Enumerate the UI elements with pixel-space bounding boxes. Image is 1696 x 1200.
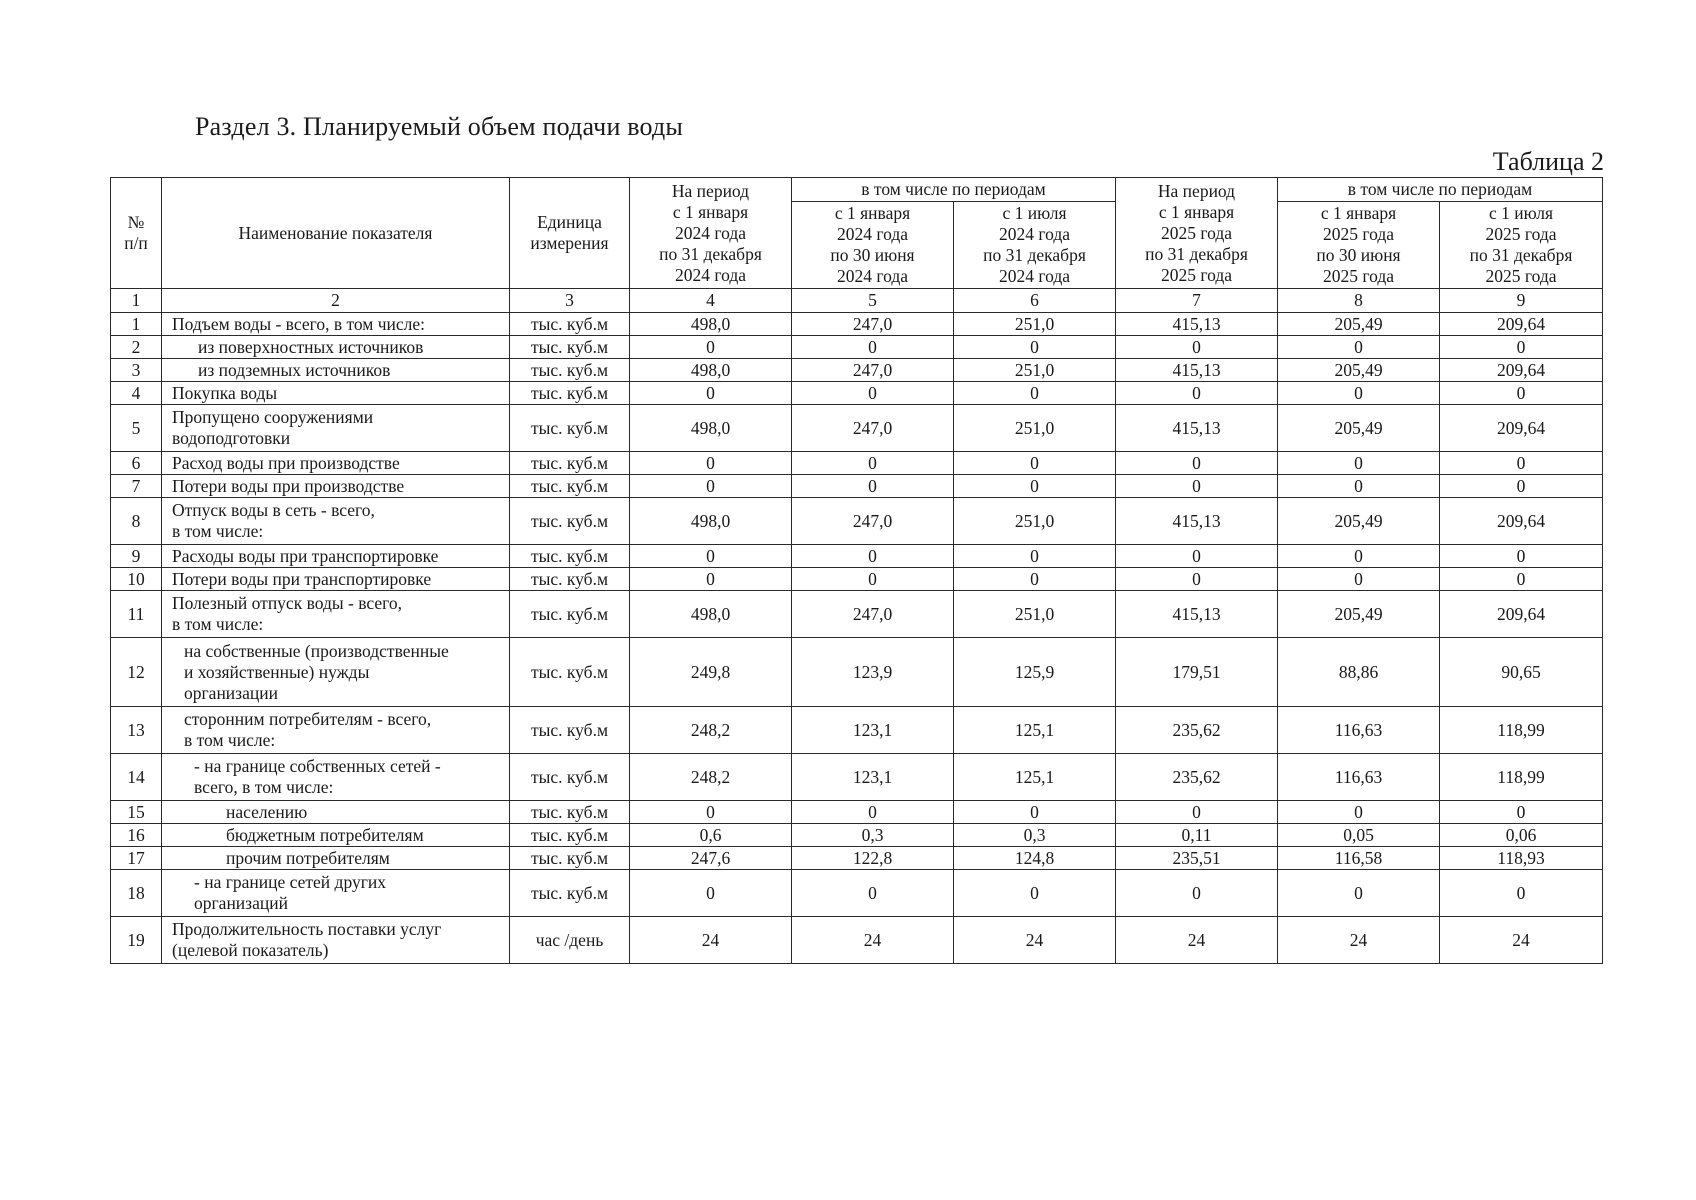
unit-cell: тыс. куб.м bbox=[510, 475, 630, 498]
value-cell: 498,0 bbox=[630, 359, 792, 382]
unit-cell: тыс. куб.м bbox=[510, 359, 630, 382]
header-unit: Единица измерения bbox=[510, 178, 630, 289]
value-cell: 0 bbox=[792, 870, 954, 917]
unit-cell: тыс. куб.м bbox=[510, 824, 630, 847]
row-number: 9 bbox=[111, 545, 162, 568]
value-cell: 0 bbox=[630, 382, 792, 405]
indicator-name: Расходы воды при транспортировке bbox=[162, 545, 510, 568]
value-cell: 247,0 bbox=[792, 313, 954, 336]
section-title: Раздел 3. Планируемый объем подачи воды bbox=[195, 112, 684, 141]
indicator-name: Потери воды при транспортировке bbox=[162, 568, 510, 591]
row-number: 18 bbox=[111, 870, 162, 917]
value-cell: 247,0 bbox=[792, 498, 954, 545]
value-cell: 0 bbox=[1440, 801, 1603, 824]
value-cell: 0 bbox=[1116, 382, 1278, 405]
header-subgroup-2024: в том числе по периодам bbox=[792, 178, 1116, 202]
value-cell: 205,49 bbox=[1278, 359, 1440, 382]
row-number: 7 bbox=[111, 475, 162, 498]
value-cell: 24 bbox=[792, 917, 954, 964]
header-h1-2025: с 1 января 2025 года по 30 июня 2025 года bbox=[1278, 202, 1440, 289]
row-number: 6 bbox=[111, 452, 162, 475]
value-cell: 248,2 bbox=[630, 707, 792, 754]
value-cell: 498,0 bbox=[630, 313, 792, 336]
header-name: Наименование показателя bbox=[162, 178, 510, 289]
value-cell: 209,64 bbox=[1440, 498, 1603, 545]
unit-cell: тыс. куб.м bbox=[510, 754, 630, 801]
value-cell: 0 bbox=[630, 801, 792, 824]
row-number: 2 bbox=[111, 336, 162, 359]
value-cell: 0 bbox=[792, 382, 954, 405]
value-cell: 235,62 bbox=[1116, 707, 1278, 754]
header-period-2024: На период с 1 января 2024 года по 31 декабря 2024 года bbox=[630, 178, 792, 289]
value-cell: 0 bbox=[1440, 452, 1603, 475]
indicator-name: Пропущено сооружениями водоподготовки bbox=[162, 405, 510, 452]
value-cell: 125,1 bbox=[954, 707, 1116, 754]
row-number: 19 bbox=[111, 917, 162, 964]
value-cell: 24 bbox=[630, 917, 792, 964]
value-cell: 118,99 bbox=[1440, 707, 1603, 754]
value-cell: 0 bbox=[954, 382, 1116, 405]
value-cell: 247,6 bbox=[630, 847, 792, 870]
row-number: 16 bbox=[111, 824, 162, 847]
value-cell: 179,51 bbox=[1116, 638, 1278, 707]
value-cell: 0 bbox=[1116, 452, 1278, 475]
table-row bbox=[111, 870, 1603, 917]
value-cell: 125,1 bbox=[954, 754, 1116, 801]
column-number: 2 bbox=[162, 289, 510, 313]
value-cell: 0 bbox=[1440, 545, 1603, 568]
value-cell: 0,11 bbox=[1116, 824, 1278, 847]
indicator-name: из поверхностных источников bbox=[162, 336, 510, 359]
value-cell: 498,0 bbox=[630, 498, 792, 545]
indicator-name: - на границе собственных сетей - всего, в том числе: bbox=[162, 754, 510, 801]
table-row bbox=[111, 847, 1603, 870]
water-supply-table bbox=[110, 177, 1603, 964]
table-row bbox=[111, 336, 1603, 359]
unit-cell: тыс. куб.м bbox=[510, 847, 630, 870]
value-cell: 116,63 bbox=[1278, 754, 1440, 801]
unit-cell: тыс. куб.м bbox=[510, 638, 630, 707]
row-number: 8 bbox=[111, 498, 162, 545]
value-cell: 125,9 bbox=[954, 638, 1116, 707]
indicator-name: бюджетным потребителям bbox=[162, 824, 510, 847]
header-h1-2024: с 1 января 2024 года по 30 июня 2024 года bbox=[792, 202, 954, 289]
indicator-name: Подъем воды - всего, в том числе: bbox=[162, 313, 510, 336]
value-cell: 0 bbox=[954, 568, 1116, 591]
value-cell: 251,0 bbox=[954, 359, 1116, 382]
row-number: 4 bbox=[111, 382, 162, 405]
table-row bbox=[111, 545, 1603, 568]
value-cell: 0,3 bbox=[792, 824, 954, 847]
value-cell: 90,65 bbox=[1440, 638, 1603, 707]
value-cell: 498,0 bbox=[630, 591, 792, 638]
unit-cell: тыс. куб.м bbox=[510, 801, 630, 824]
value-cell: 0 bbox=[630, 568, 792, 591]
value-cell: 248,2 bbox=[630, 754, 792, 801]
table-row bbox=[111, 382, 1603, 405]
value-cell: 88,86 bbox=[1278, 638, 1440, 707]
value-cell: 124,8 bbox=[954, 847, 1116, 870]
row-number: 5 bbox=[111, 405, 162, 452]
value-cell: 0 bbox=[630, 452, 792, 475]
value-cell: 205,49 bbox=[1278, 405, 1440, 452]
value-cell: 0 bbox=[1278, 545, 1440, 568]
value-cell: 209,64 bbox=[1440, 405, 1603, 452]
value-cell: 205,49 bbox=[1278, 591, 1440, 638]
value-cell: 0 bbox=[1278, 870, 1440, 917]
indicator-name: Потери воды при производстве bbox=[162, 475, 510, 498]
value-cell: 0 bbox=[1116, 801, 1278, 824]
value-cell: 235,62 bbox=[1116, 754, 1278, 801]
unit-cell: тыс. куб.м bbox=[510, 405, 630, 452]
value-cell: 0 bbox=[1278, 336, 1440, 359]
value-cell: 0 bbox=[792, 568, 954, 591]
value-cell: 0 bbox=[630, 336, 792, 359]
value-cell: 0 bbox=[1440, 568, 1603, 591]
value-cell: 0 bbox=[1116, 568, 1278, 591]
value-cell: 0 bbox=[792, 475, 954, 498]
value-cell: 0 bbox=[630, 870, 792, 917]
value-cell: 209,64 bbox=[1440, 359, 1603, 382]
header-h2-2025: с 1 июля 2025 года по 31 декабря 2025 года bbox=[1440, 202, 1603, 289]
value-cell: 0 bbox=[954, 336, 1116, 359]
value-cell: 415,13 bbox=[1116, 359, 1278, 382]
value-cell: 251,0 bbox=[954, 591, 1116, 638]
table-row bbox=[111, 801, 1603, 824]
value-cell: 0,06 bbox=[1440, 824, 1603, 847]
value-cell: 415,13 bbox=[1116, 498, 1278, 545]
value-cell: 249,8 bbox=[630, 638, 792, 707]
value-cell: 0 bbox=[954, 475, 1116, 498]
value-cell: 123,9 bbox=[792, 638, 954, 707]
indicator-name: Отпуск воды в сеть - всего, в том числе: bbox=[162, 498, 510, 545]
value-cell: 116,63 bbox=[1278, 707, 1440, 754]
indicator-name: на собственные (производственные и хозяйственные) нужды организации bbox=[162, 638, 510, 707]
value-cell: 205,49 bbox=[1278, 313, 1440, 336]
column-number: 9 bbox=[1440, 289, 1603, 313]
row-number: 1 bbox=[111, 313, 162, 336]
indicator-name: из подземных источников bbox=[162, 359, 510, 382]
value-cell: 0,05 bbox=[1278, 824, 1440, 847]
unit-cell: тыс. куб.м bbox=[510, 568, 630, 591]
row-number: 15 bbox=[111, 801, 162, 824]
indicator-name: Полезный отпуск воды - всего, в том числе: bbox=[162, 591, 510, 638]
value-cell: 0 bbox=[954, 801, 1116, 824]
value-cell: 0 bbox=[1440, 475, 1603, 498]
value-cell: 0 bbox=[1278, 382, 1440, 405]
value-cell: 122,8 bbox=[792, 847, 954, 870]
value-cell: 0 bbox=[1116, 545, 1278, 568]
unit-cell: тыс. куб.м bbox=[510, 336, 630, 359]
row-number: 12 bbox=[111, 638, 162, 707]
value-cell: 118,93 bbox=[1440, 847, 1603, 870]
column-number: 5 bbox=[792, 289, 954, 313]
value-cell: 0 bbox=[792, 452, 954, 475]
unit-cell: тыс. куб.м bbox=[510, 545, 630, 568]
column-number: 3 bbox=[510, 289, 630, 313]
value-cell: 209,64 bbox=[1440, 313, 1603, 336]
value-cell: 205,49 bbox=[1278, 498, 1440, 545]
row-number: 3 bbox=[111, 359, 162, 382]
table-label: Таблица 2 bbox=[1492, 147, 1604, 176]
header-num: № п/п bbox=[111, 178, 162, 289]
value-cell: 247,0 bbox=[792, 359, 954, 382]
value-cell: 24 bbox=[1278, 917, 1440, 964]
row-number: 10 bbox=[111, 568, 162, 591]
table-row bbox=[111, 591, 1603, 638]
value-cell: 0 bbox=[954, 545, 1116, 568]
indicator-name: прочим потребителям bbox=[162, 847, 510, 870]
table-row bbox=[111, 638, 1603, 707]
value-cell: 0,3 bbox=[954, 824, 1116, 847]
value-cell: 415,13 bbox=[1116, 405, 1278, 452]
table-row bbox=[111, 475, 1603, 498]
unit-cell: час /день bbox=[510, 917, 630, 964]
unit-cell: тыс. куб.м bbox=[510, 313, 630, 336]
table-row bbox=[111, 707, 1603, 754]
value-cell: 0 bbox=[792, 801, 954, 824]
indicator-name: Продолжительность поставки услуг (целевой показатель) bbox=[162, 917, 510, 964]
value-cell: 251,0 bbox=[954, 498, 1116, 545]
row-number: 11 bbox=[111, 591, 162, 638]
header-period-2025: На период с 1 января 2025 года по 31 декабря 2025 года bbox=[1116, 178, 1278, 289]
table-row bbox=[111, 917, 1603, 964]
column-number: 1 bbox=[111, 289, 162, 313]
value-cell: 0 bbox=[1278, 475, 1440, 498]
indicator-name: Расход воды при производстве bbox=[162, 452, 510, 475]
table-row bbox=[111, 452, 1603, 475]
column-number-row bbox=[111, 289, 1603, 313]
table-row bbox=[111, 405, 1603, 452]
value-cell: 123,1 bbox=[792, 707, 954, 754]
unit-cell: тыс. куб.м bbox=[510, 452, 630, 475]
value-cell: 0 bbox=[630, 475, 792, 498]
value-cell: 0 bbox=[1278, 452, 1440, 475]
value-cell: 24 bbox=[1440, 917, 1603, 964]
value-cell: 0 bbox=[1440, 336, 1603, 359]
value-cell: 235,51 bbox=[1116, 847, 1278, 870]
unit-cell: тыс. куб.м bbox=[510, 382, 630, 405]
value-cell: 123,1 bbox=[792, 754, 954, 801]
value-cell: 0,6 bbox=[630, 824, 792, 847]
value-cell: 247,0 bbox=[792, 405, 954, 452]
indicator-name: - на границе сетей других организаций bbox=[162, 870, 510, 917]
value-cell: 0 bbox=[1278, 801, 1440, 824]
value-cell: 0 bbox=[792, 336, 954, 359]
unit-cell: тыс. куб.м bbox=[510, 707, 630, 754]
indicator-name: Покупка воды bbox=[162, 382, 510, 405]
value-cell: 415,13 bbox=[1116, 591, 1278, 638]
table-row bbox=[111, 568, 1603, 591]
column-number: 6 bbox=[954, 289, 1116, 313]
row-number: 17 bbox=[111, 847, 162, 870]
indicator-name: населению bbox=[162, 801, 510, 824]
column-number: 8 bbox=[1278, 289, 1440, 313]
value-cell: 251,0 bbox=[954, 313, 1116, 336]
value-cell: 116,58 bbox=[1278, 847, 1440, 870]
row-number: 14 bbox=[111, 754, 162, 801]
value-cell: 24 bbox=[1116, 917, 1278, 964]
table-row bbox=[111, 824, 1603, 847]
value-cell: 0 bbox=[954, 452, 1116, 475]
unit-cell: тыс. куб.м bbox=[510, 591, 630, 638]
table-row bbox=[111, 498, 1603, 545]
header-h2-2024: с 1 июля 2024 года по 31 декабря 2024 года bbox=[954, 202, 1116, 289]
value-cell: 0 bbox=[792, 545, 954, 568]
value-cell: 247,0 bbox=[792, 591, 954, 638]
value-cell: 118,99 bbox=[1440, 754, 1603, 801]
indicator-name: сторонним потребителям - всего, в том числе: bbox=[162, 707, 510, 754]
column-number: 4 bbox=[630, 289, 792, 313]
row-number: 13 bbox=[111, 707, 162, 754]
value-cell: 24 bbox=[954, 917, 1116, 964]
value-cell: 0 bbox=[1116, 870, 1278, 917]
column-number: 7 bbox=[1116, 289, 1278, 313]
unit-cell: тыс. куб.м bbox=[510, 870, 630, 917]
unit-cell: тыс. куб.м bbox=[510, 498, 630, 545]
value-cell: 0 bbox=[1116, 475, 1278, 498]
table-row bbox=[111, 754, 1603, 801]
value-cell: 209,64 bbox=[1440, 591, 1603, 638]
value-cell: 0 bbox=[954, 870, 1116, 917]
value-cell: 498,0 bbox=[630, 405, 792, 452]
value-cell: 0 bbox=[1116, 336, 1278, 359]
value-cell: 0 bbox=[1278, 568, 1440, 591]
header-subgroup-2025: в том числе по периодам bbox=[1278, 178, 1603, 202]
value-cell: 0 bbox=[1440, 870, 1603, 917]
table-row bbox=[111, 313, 1603, 336]
table-row bbox=[111, 359, 1603, 382]
value-cell: 415,13 bbox=[1116, 313, 1278, 336]
value-cell: 251,0 bbox=[954, 405, 1116, 452]
value-cell: 0 bbox=[630, 545, 792, 568]
value-cell: 0 bbox=[1440, 382, 1603, 405]
